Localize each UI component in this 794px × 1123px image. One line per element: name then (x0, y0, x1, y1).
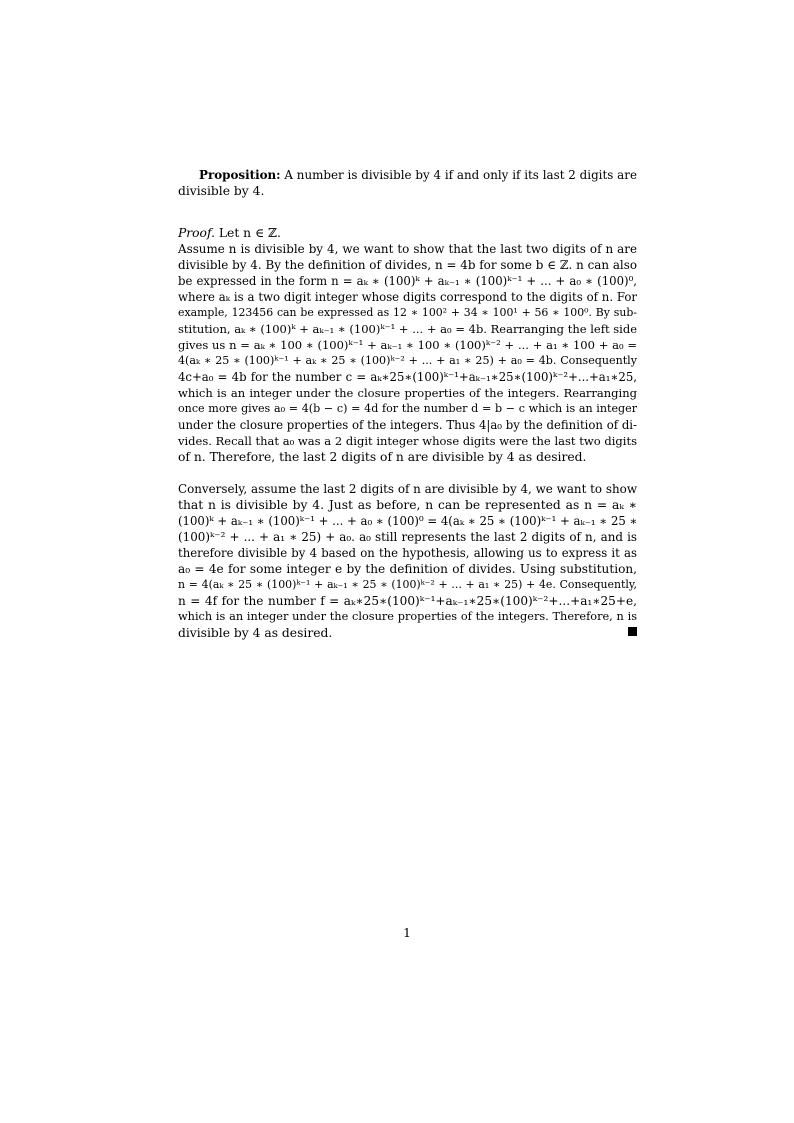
paragraph-line: (100)ᵏ + aₖ₋₁ ∗ (100)ᵏ⁻¹ + ... + a₀ ∗ (100)⁰ = 4(aₖ ∗ 25 ∗ (100)ᵏ⁻¹ + aₖ₋₁ ∗ 25 ∗ (178, 514, 638, 528)
paragraph-line: n = 4f for the number f = aₖ∗25∗(100)ᵏ⁻¹+aₖ₋₁∗25∗(100)ᵏ⁻²+...+a₁∗25+e, (178, 594, 637, 608)
proof-paragraph-converse (178, 481, 637, 641)
paragraph-line: stitution, aₖ ∗ (100)ᵏ + aₖ₋₁ ∗ (100)ᵏ⁻¹ + ... + a₀ = 4b. Rearranging the left side (178, 322, 637, 336)
paragraph-line: therefore divisible by 4 based on the hypothesis, allowing us to express it as (178, 546, 637, 560)
page-number: 1 (403, 926, 411, 940)
paragraph-line: be expressed in the form n = aₖ ∗ (100)ᵏ + aₖ₋₁ ∗ (100)ᵏ⁻¹ + ... + a₀ ∗ (100)⁰, (178, 274, 637, 288)
paragraph-line: that n is divisible by 4. Just as before, n can be represented as n = aₖ ∗ (178, 498, 637, 512)
paragraph-line: Conversely, assume the last 2 digits of n are divisible by 4, we want to show (178, 482, 637, 496)
proof-paragraph-forward (178, 241, 637, 465)
qed-square-icon (628, 627, 637, 636)
proposition-line-1 (178, 167, 637, 183)
proof-intro: Let n ∈ ℤ. (214, 226, 281, 240)
paragraph-line: where aₖ is a two digit integer whose digits correspond to the digits of n. For (178, 290, 637, 304)
paragraph-line: which is an integer under the closure properties of the integers. Rearranging (178, 386, 637, 400)
proposition-text-line-2: divisible by 4. (178, 184, 265, 198)
paragraph-line: example, 123456 can be expressed as 12 ∗ 100² + 34 ∗ 100¹ + 56 ∗ 100⁰. By sub- (178, 306, 637, 319)
paragraph-line: Assume n is divisible by 4, we want to show that the last two digits of n are (178, 242, 637, 256)
proposition-statement (178, 167, 637, 199)
paragraph-line: vides. Recall that a₀ was a 2 digit integer whose digits were the last two digits (178, 434, 637, 448)
proposition-text-line-1: A number is divisible by 4 if and only if its last 2 digits are (280, 168, 637, 182)
paragraph-line: divisible by 4. By the definition of divides, n = 4b for some b ∈ ℤ. n can also (178, 258, 637, 272)
proof-label: Proof. (178, 226, 215, 240)
paragraph-line: 4c+a₀ = 4b for the number c = aₖ∗25∗(100)ᵏ⁻¹+aₖ₋₁∗25∗(100)ᵏ⁻²+...+a₁∗25, (178, 370, 637, 384)
proof-heading (178, 225, 637, 241)
paragraph-line: of n. Therefore, the last 2 digits of n are divisible by 4 as desired. (178, 450, 587, 464)
paragraph-line: n = 4(aₖ ∗ 25 ∗ (100)ᵏ⁻¹ + aₖ₋₁ ∗ 25 ∗ (100)ᵏ⁻² + ... + a₁ ∗ 25) + 4e. Consequently, (178, 578, 637, 591)
paragraph-line: a₀ = 4e for some integer e by the definition of divides. Using substitution, (178, 562, 637, 576)
paragraph-line: which is an integer under the closure properties of the integers. Therefore, n is (178, 610, 637, 623)
paragraph-line: once more gives a₀ = 4(b − c) = 4d for the number d = b − c which is an integer (178, 402, 637, 415)
proposition-label: Proposition: (199, 168, 281, 182)
paragraph-line: (100)ᵏ⁻² + ... + a₁ ∗ 25) + a₀. a₀ still represents the last 2 digits of n, and is (178, 530, 637, 544)
paragraph-line: gives us n = aₖ ∗ 100 ∗ (100)ᵏ⁻¹ + aₖ₋₁ ∗ 100 ∗ (100)ᵏ⁻² + ... + a₁ ∗ 100 + a₀ = (178, 338, 637, 352)
paragraph-line: divisible by 4 as desired. (178, 626, 333, 640)
paragraph-line: 4(aₖ ∗ 25 ∗ (100)ᵏ⁻¹ + aₖ ∗ 25 ∗ (100)ᵏ⁻² + ... + a₁ ∗ 25) + a₀ = 4b. Consequently (178, 354, 637, 367)
paragraph-line: under the closure properties of the integers. Thus 4|a₀ by the definition of di- (178, 418, 637, 432)
